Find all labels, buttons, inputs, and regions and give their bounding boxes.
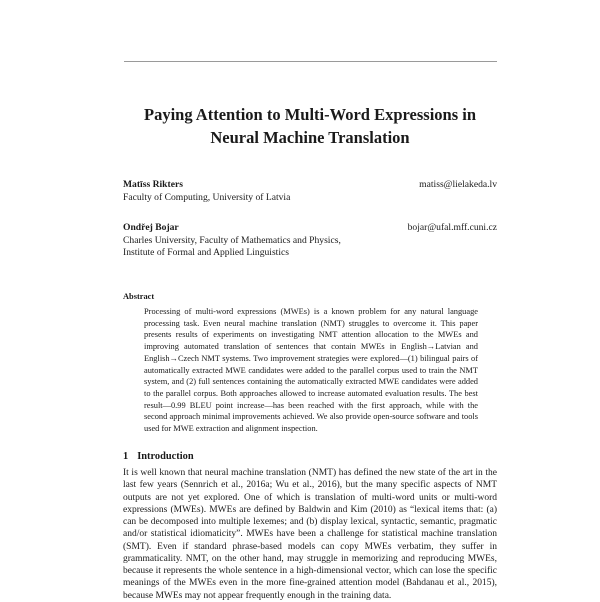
author-affiliation: Institute of Formal and Applied Linguistics [123,247,290,258]
abstract-heading: Abstract [123,292,155,301]
section-heading [123,451,194,463]
paper-title [100,103,520,149]
author-name: Ondřej Bojar [123,222,179,233]
author-block-1 [123,179,497,204]
section-number: 1 [123,451,129,462]
author-block-2 [123,222,497,260]
author-affiliation: Faculty of Computing, University of Latvia [123,191,291,203]
author-name: Matīss Rikters [123,179,183,190]
author-email: matiss@lielakeda.lv [419,179,497,190]
title-line-2: Neural Machine Translation [210,128,410,147]
introduction-text: It is well known that neural machine translation (NMT) has defined the new state of the art in the last few years (Sennrich et al., 2016a; Wu et al., 2016), but the many specific aspects of NMT outputs are not yet explored. One of which is translation of multi-word units or multi-word expressions (MWEs). MWEs are defined by Baldwin and Kim (2010) as “lexical items that: (a) can be decomposed into multiple lexemes; and (b) display lexical, syntactic, semantic, pragmatic and/or statistical idiomaticity”. MWEs have been a challenge for statistical machine translation (SMT). Even if standard phrase-based models can copy MWEs verbatim, they suffer in grammaticality. NMT, on the other hand, may struggle in memorizing and reproducing MWEs, because it represents the whole sentence in a high-dimensional vector, which can lose the specific meanings of the MWEs even in the more fine-grained attention model (Bahdanau et al., 2015), because MWEs may not appear frequently enough in the training data. [123,468,497,601]
top-rule [124,61,497,62]
author-affiliation: Charles University, Faculty of Mathematics and Physics, [123,234,341,246]
author-email: bojar@ufal.mff.cuni.cz [407,222,497,233]
title-line-1: Paying Attention to Multi-Word Expressions in [143,105,477,124]
section-title: Introduction [137,451,194,462]
abstract-text: Processing of multi-word expressions (MWEs) is a known problem for any natural language processing task. Even neural machine translation (NMT) struggles to overcome it. This paper presents results of experiments on investigating NMT attention allocation to the MWEs and improving automated translation of sentences that contain MWEs in English→Latvian and English→Czech NMT systems. Two improvement strategies were explored—(1) bilingual pairs of automatically extracted MWE candidates were added to the parallel corpus used to train the NMT system, and (2) full sentences containing the automatically extracted MWE candidates were added to the parallel corpus. Both approaches allowed to increase automated evaluation results. The best result—0.99 BLEU point increase—has been reached with the first approach, while with the second approach minimal improvements achieved. We also provide open-source software and tools used for MWE extraction and alignment inspection. [144,307,478,434]
